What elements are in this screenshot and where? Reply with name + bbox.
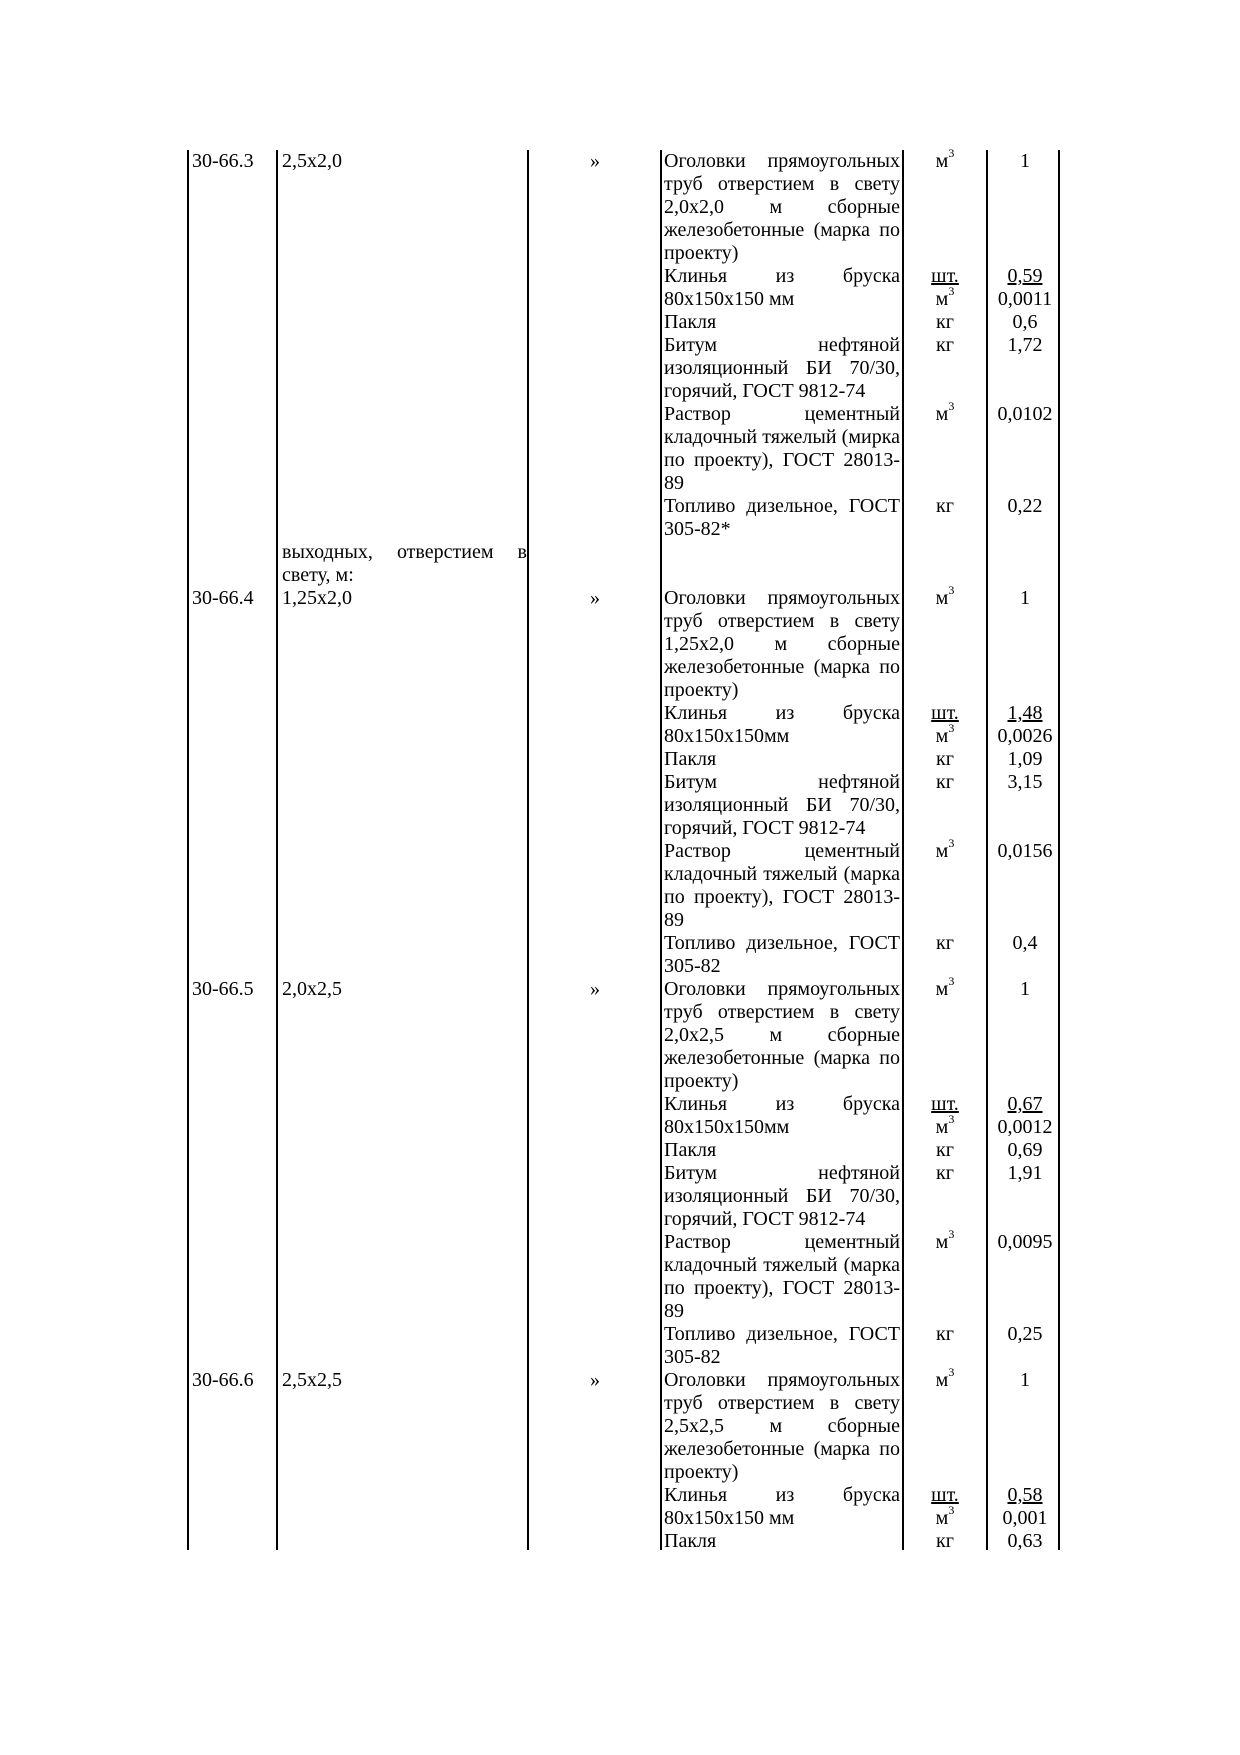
table-row: [0, 1139, 1240, 1162]
unit-secondary: [905, 721, 985, 748]
unit-cell: [905, 1484, 985, 1530]
unit: [905, 974, 985, 1001]
unit-text: м: [935, 587, 949, 609]
quantity-secondary: 0,001: [1002, 1507, 1048, 1529]
ditto-mark: »: [590, 1369, 600, 1391]
quantity-cell: [990, 265, 1060, 311]
table-row: [0, 1162, 1240, 1231]
ditto-mark: »: [590, 150, 600, 172]
table-row: [0, 265, 1240, 311]
quantity-cell: [990, 1369, 1060, 1392]
table-row: [0, 146, 1240, 265]
unit-cell: [905, 495, 985, 518]
quantity: 1: [1020, 150, 1030, 172]
pipe-size: выходных, отверстием в свету, м:: [282, 541, 527, 586]
quantity: 0,59: [1007, 265, 1043, 287]
quantity-cell: [990, 1162, 1060, 1185]
unit-text: кг: [936, 311, 954, 333]
quantity: 0,6: [1012, 311, 1038, 333]
unit: [905, 146, 985, 173]
unit: [905, 1139, 985, 1162]
unit-exponent: 3: [948, 1227, 955, 1242]
table-row: [0, 541, 1240, 587]
unit: [905, 1227, 985, 1254]
unit: [905, 771, 985, 794]
material-name: Раствор цементный кладочный тяжелый (марка по проекту), ГОСТ 28013-89: [664, 840, 900, 931]
unit-text: м: [935, 1507, 949, 1529]
quantity-cell: [990, 403, 1060, 426]
unit-exponent: 3: [948, 399, 955, 414]
unit-cell: [905, 771, 985, 794]
material-name: Оголовки прямоугольных труб отверстием в свету 2,0х2,5 м сборные железобетонные (марка по проекту): [664, 978, 900, 1092]
unit-cell: [905, 1093, 985, 1139]
quantity: 1: [1020, 978, 1030, 1000]
material-name: Клинья из бруска 80х150х150мм: [664, 1093, 900, 1138]
table-row: [0, 932, 1240, 978]
unit-exponent: 3: [948, 974, 955, 989]
quantity-cell: [990, 840, 1060, 863]
unit-text: кг: [936, 1323, 954, 1345]
unit: [905, 748, 985, 771]
material-name: Оголовки прямоугольных труб отверстием в свету 2,0х2,0 м сборные железобетонные (марка по проекту): [664, 150, 900, 264]
table-row: [0, 334, 1240, 403]
unit: [905, 702, 985, 725]
quantity: 1: [1020, 587, 1030, 609]
unit-text: м: [935, 150, 949, 172]
table-row: [0, 974, 1240, 1093]
unit-cell: [905, 1530, 985, 1553]
quantity-secondary: 0,0012: [997, 1116, 1053, 1138]
norm-code: 30-66.5: [192, 978, 254, 1000]
material-name: Пакля: [664, 1139, 717, 1161]
material-name: Раствор цементный кладочный тяжелый (марка по проекту), ГОСТ 28013-89: [664, 1231, 900, 1322]
norm-code: 30-66.3: [192, 150, 254, 172]
quantity: 0,4: [1012, 932, 1038, 954]
unit-cell: [905, 974, 985, 1001]
pipe-size: 2,5х2,5: [282, 1369, 342, 1391]
unit-exponent: 3: [948, 284, 955, 299]
unit-text: м: [935, 403, 949, 425]
unit-secondary: [905, 1112, 985, 1139]
unit-cell: [905, 146, 985, 173]
table-row: [0, 311, 1240, 334]
quantity-cell: [990, 978, 1060, 1001]
unit-cell: [905, 1365, 985, 1392]
unit-cell: [905, 836, 985, 863]
quantity: 0,63: [1007, 1530, 1043, 1552]
unit-text: м: [935, 725, 949, 747]
unit-text: м: [935, 1116, 949, 1138]
unit-text: м: [935, 288, 949, 310]
table-row: [0, 1530, 1240, 1553]
quantity-cell: [990, 932, 1060, 955]
table-row: [0, 836, 1240, 932]
material-name: Пакля: [664, 1530, 717, 1552]
unit: [905, 1093, 985, 1116]
unit-cell: [905, 311, 985, 334]
unit: [905, 1323, 985, 1346]
unit-text: кг: [936, 1530, 954, 1552]
table-row: [0, 1323, 1240, 1369]
quantity-cell: [990, 311, 1060, 334]
unit-text: шт.: [931, 1093, 959, 1115]
unit-text: м: [935, 978, 949, 1000]
material-name: Пакля: [664, 311, 717, 333]
unit-text: кг: [936, 1139, 954, 1161]
quantity: 0,22: [1007, 495, 1043, 517]
material-name: Раствор цементный кладочный тяжелый (мирка по проекту), ГОСТ 28013-89: [664, 403, 900, 494]
unit-exponent: 3: [948, 583, 955, 598]
unit: [905, 265, 985, 288]
unit-text: кг: [936, 771, 954, 793]
material-name: Топливо дизельное, ГОСТ 305-82: [664, 1323, 900, 1368]
quantity-cell: [990, 1484, 1060, 1530]
unit-exponent: 3: [948, 146, 955, 161]
unit-cell: [905, 1227, 985, 1254]
quantity: 0,0156: [997, 840, 1053, 862]
material-name: Клинья из бруска 80х150х150 мм: [664, 265, 900, 310]
unit-text: м: [935, 1369, 949, 1391]
pipe-size: 2,0х2,5: [282, 978, 342, 1000]
quantity-cell: [990, 1231, 1060, 1254]
unit-cell: [905, 1139, 985, 1162]
unit-secondary: [905, 1503, 985, 1530]
quantity: 0,69: [1007, 1139, 1043, 1161]
quantity-cell: [990, 748, 1060, 771]
unit-cell: [905, 748, 985, 771]
material-name: Оголовки прямоугольных труб отверстием в свету 1,25х2,0 м сборные железобетонные (марка по проекту): [664, 587, 900, 701]
unit-text: м: [935, 1231, 949, 1253]
quantity: 0,0102: [997, 403, 1053, 425]
unit: [905, 334, 985, 357]
table-row: [0, 1227, 1240, 1323]
table-row: [0, 748, 1240, 771]
unit-exponent: 3: [948, 1503, 955, 1518]
quantity: 0,25: [1007, 1323, 1043, 1345]
table-row: [0, 583, 1240, 702]
unit-exponent: 3: [948, 836, 955, 851]
unit-text: шт.: [931, 265, 959, 287]
unit: [905, 1162, 985, 1185]
unit-exponent: 3: [948, 1365, 955, 1380]
unit-cell: [905, 1162, 985, 1185]
quantity-cell: [990, 587, 1060, 610]
quantity-secondary: 0,0026: [997, 725, 1053, 747]
quantity: 0,67: [1007, 1093, 1043, 1115]
table-row: [0, 1093, 1240, 1139]
material-name: Клинья из бруска 80х150х150мм: [664, 702, 900, 747]
quantity-cell: [990, 771, 1060, 794]
unit: [905, 932, 985, 955]
unit: [905, 399, 985, 426]
unit-text: кг: [936, 1162, 954, 1184]
unit-text: кг: [936, 748, 954, 770]
unit-text: кг: [936, 495, 954, 517]
pipe-size: 2,5х2,0: [282, 150, 342, 172]
material-name: Битум нефтяной изоляционный БИ 70/30, горячий, ГОСТ 9812-74: [664, 771, 900, 839]
unit-secondary: [905, 284, 985, 311]
material-name: Топливо дизельное, ГОСТ 305-82*: [664, 495, 900, 540]
quantity-cell: [990, 495, 1060, 518]
unit: [905, 311, 985, 334]
material-name: Клинья из бруска 80х150х150 мм: [664, 1484, 900, 1529]
pipe-size: 1,25х2,0: [282, 587, 352, 609]
material-name: Оголовки прямоугольных труб отверстием в свету 2,5х2,5 м сборные железобетонные (марка по проекту): [664, 1369, 900, 1483]
unit-cell: [905, 583, 985, 610]
unit-cell: [905, 702, 985, 748]
material-name: Битум нефтяной изоляционный БИ 70/30, горячий, ГОСТ 9812-74: [664, 334, 900, 402]
unit-exponent: 3: [948, 721, 955, 736]
unit: [905, 1530, 985, 1553]
table-row: [0, 1365, 1240, 1484]
unit: [905, 1365, 985, 1392]
table-row: [0, 1484, 1240, 1530]
unit-cell: [905, 399, 985, 426]
unit-text: кг: [936, 334, 954, 356]
quantity-cell: [990, 1323, 1060, 1346]
quantity-cell: [990, 1093, 1060, 1139]
quantity-cell: [990, 1139, 1060, 1162]
unit-exponent: 3: [948, 1112, 955, 1127]
quantity-cell: [990, 150, 1060, 173]
unit-cell: [905, 932, 985, 955]
quantity-cell: [990, 334, 1060, 357]
unit: [905, 583, 985, 610]
quantity: 3,15: [1007, 771, 1043, 793]
quantity: 1,09: [1007, 748, 1043, 770]
ditto-mark: »: [590, 978, 600, 1000]
table-row: [0, 399, 1240, 495]
unit-text: шт.: [931, 1484, 959, 1506]
quantity: 1,91: [1007, 1162, 1043, 1184]
ditto-mark: »: [590, 587, 600, 609]
norm-code: 30-66.6: [192, 1369, 254, 1391]
unit: [905, 836, 985, 863]
unit-cell: [905, 265, 985, 311]
table-row: [0, 702, 1240, 748]
quantity-cell: [990, 1530, 1060, 1553]
quantity: 1,48: [1007, 702, 1043, 724]
unit-text: шт.: [931, 702, 959, 724]
material-name: Топливо дизельное, ГОСТ 305-82: [664, 932, 900, 977]
unit-cell: [905, 1323, 985, 1346]
material-name: Пакля: [664, 748, 717, 770]
unit: [905, 495, 985, 518]
table-row: [0, 771, 1240, 840]
quantity: 0,58: [1007, 1484, 1043, 1506]
quantity: 1: [1020, 1369, 1030, 1391]
norm-code: 30-66.4: [192, 587, 254, 609]
quantity-cell: [990, 702, 1060, 748]
material-name: Битум нефтяной изоляционный БИ 70/30, горячий, ГОСТ 9812-74: [664, 1162, 900, 1230]
unit-text: м: [935, 840, 949, 862]
quantity: 1,72: [1007, 334, 1043, 356]
table-row: [0, 495, 1240, 541]
quantity: 0,0095: [997, 1231, 1053, 1253]
unit-text: кг: [936, 932, 954, 954]
quantity-secondary: 0,0011: [997, 288, 1053, 310]
unit: [905, 1484, 985, 1507]
unit-cell: [905, 334, 985, 357]
